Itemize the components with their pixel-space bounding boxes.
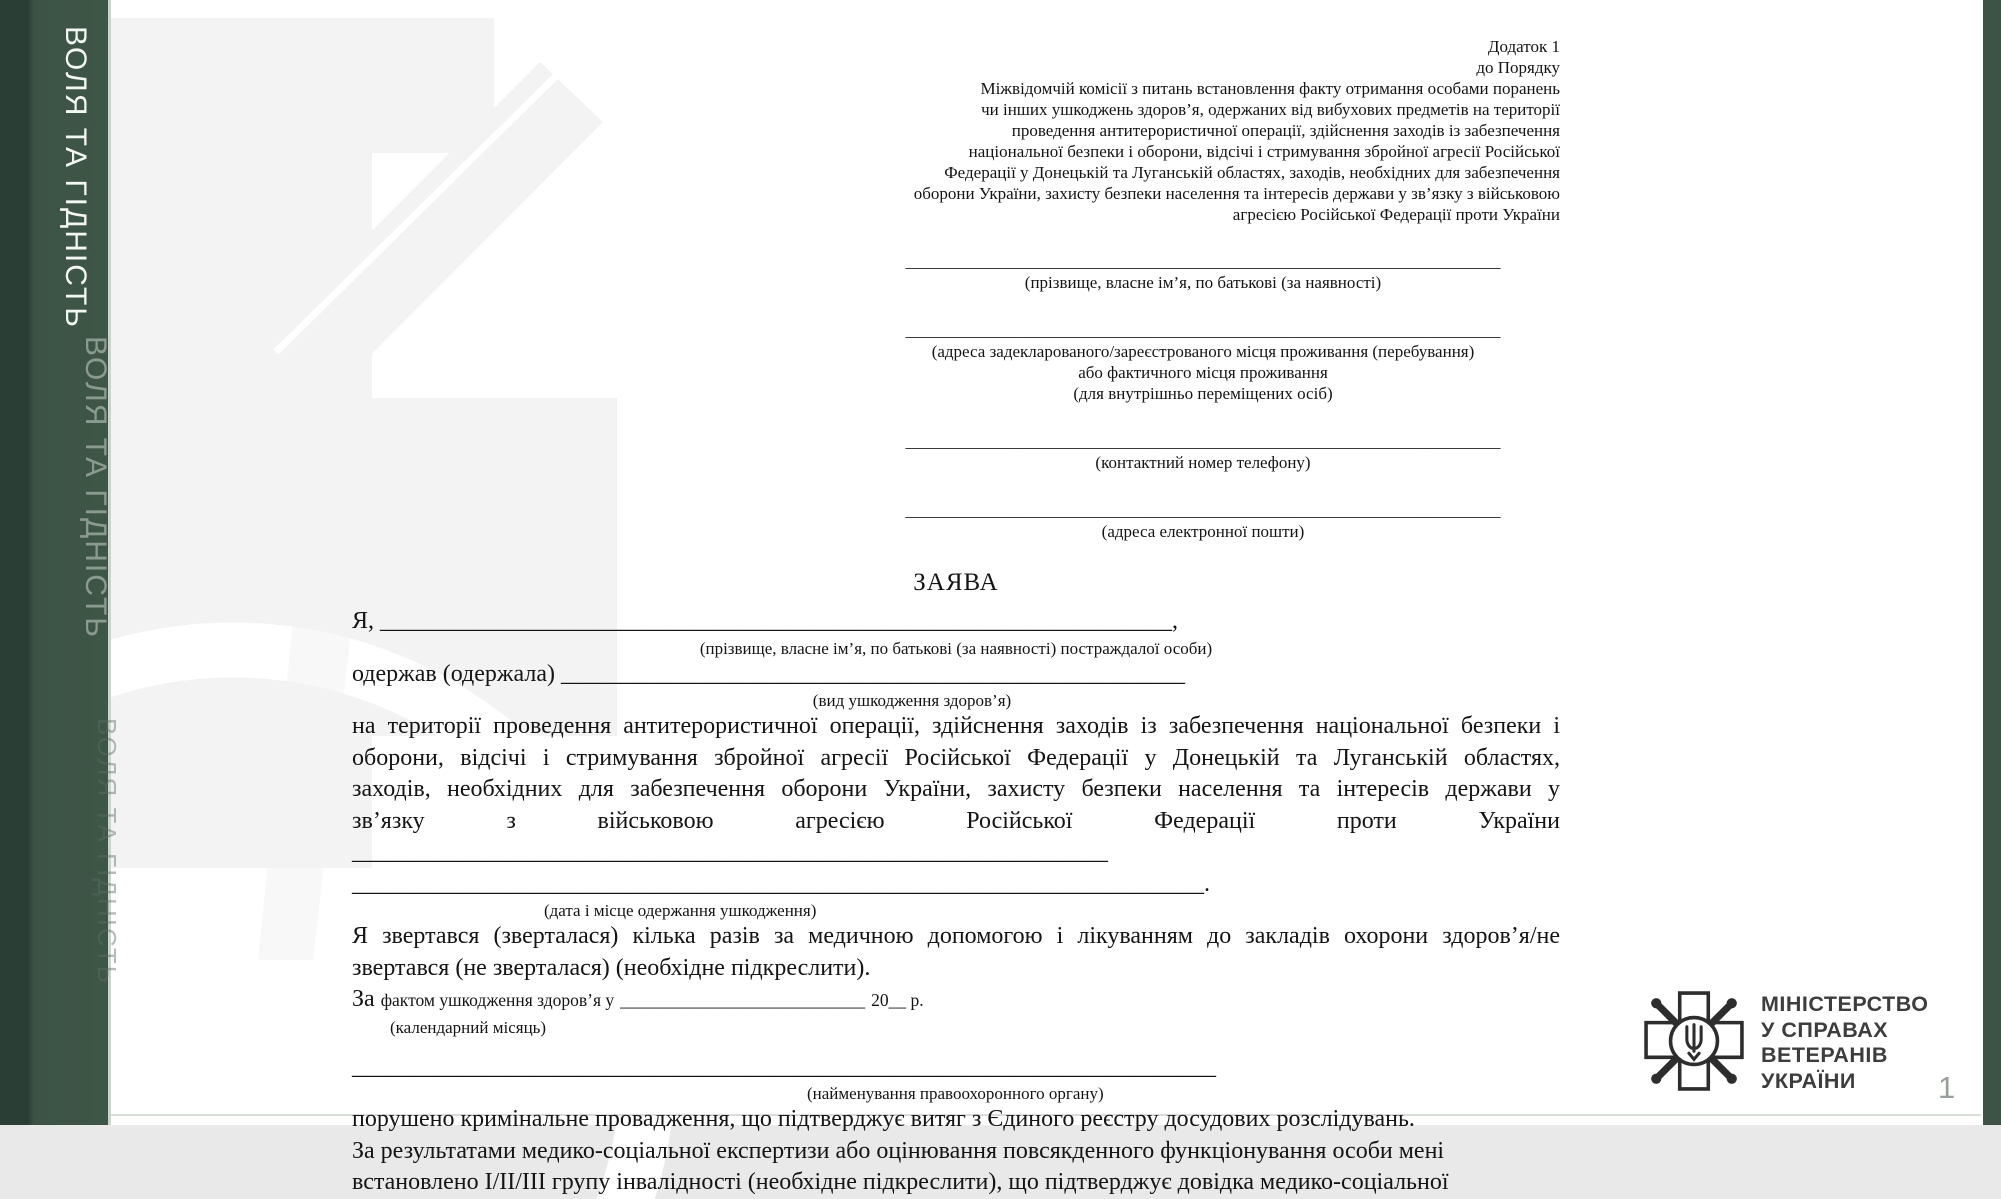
field-email [903,500,1503,542]
motto-text-3: ВОЛЯ ТА ГІДНІСТЬ [92,718,122,985]
msec-line-1: За результатами медико-соціальної експертизи або оцінювання повсякденного функціонування особи мені [352,1137,1445,1164]
msec-line-2: встановлено І/ІІ/ІІІ групу інвалідності (необхідне підкреслити), що підтверджує довідка медико-соціальної [352,1169,1449,1195]
document-title: ЗАЯВА [913,569,999,596]
full-name-caption: (прізвище, власне ім’я, по батькові (за наявності) [1024,273,1382,292]
received-blank: ____________________________________________________ [560,660,1185,687]
fact-line [352,984,1560,1017]
i-blank: __________________________________________________________________ [380,608,1173,634]
fact-blank: ____________________________ [620,990,866,1010]
annex-line: оборони України, захисту безпеки населення та інтересів держави у зв’язку з військовою [913,184,1560,203]
org-caption: (найменування правоохоронного органу) [807,1084,1104,1103]
full-name-blank-line: ______________________________________________________________________ [905,252,1501,271]
date-place-blank-2: _______________________________________________________________________. [352,870,1210,897]
fact-small: фактом ушкодження здоров’я у [380,990,615,1010]
fact-big: За [352,986,375,1012]
annex-line: Федерації у Донецькій та Луганській областях, заходів, необхідних для забезпечення [944,163,1560,182]
email-blank-line: ______________________________________________________________________ [905,501,1501,520]
phone-caption: (контактний номер телефону) [1095,453,1311,472]
address-caption: (для внутрішньо переміщених осіб) [1073,384,1333,403]
form-content [352,36,1560,1199]
date-place-caption: (дата і місце одержання ушкодження) [544,901,817,920]
annex-line: проведення антитерористичної операції, здійснення заходів із забезпечення [1011,121,1560,140]
annex-line: агресією Російської Федерації проти України [1232,205,1560,224]
treatment-line-2: звертався (не зверталася) (необхідне підкреслити). [352,954,871,981]
fact-year: 20__ р. [871,990,924,1010]
received-line [352,659,1560,691]
org-blank-line: ________________________________________________________________________ [352,1053,1216,1080]
territory-line: оборони, відсічі і стримування збройної агресії Російської Федерації у Донецькій та Луганській областях, [352,744,1560,771]
address-blank-line: ______________________________________________________________________ [905,321,1501,340]
received-label: одержав (одержала) [352,660,555,687]
email-caption: (адреса електронної пошти) [1101,522,1305,541]
phone-blank-line: ______________________________________________________________________ [905,432,1501,451]
ministry-name-line: У СПРАВАХ [1761,1017,1889,1042]
date-place-blank-1: _______________________________________________________________ [352,839,1108,865]
treatment-line-1: Я звертався (зверталася) кілька разів за медичною допомогою і лікуванням до закладів охорони здоров’я/не [352,923,1560,949]
annex-line: до Порядку [1476,58,1560,77]
annex-header [352,36,1560,225]
ministry-name-line: ВЕТЕРАНІВ [1761,1043,1888,1067]
ministry-name-line: МІНІСТЕРСТВО [1761,992,1929,1016]
i-suffix: , [1172,608,1179,634]
annex-line: національної безпеки і оборони, відсічі і стримування збройної агресії Російської [968,142,1560,161]
i-prefix: Я, [352,608,375,634]
field-full-name [903,251,1503,293]
annex-line: чи інших ушкоджень здоров’я, одержаних від вибухових предметів на території [981,100,1560,119]
motto-text-2: ВОЛЯ ТА ГІДНІСТЬ [79,336,112,639]
annex-line: Міжвідомчій комісії з питань встановлення факту отримання особами поранень [980,79,1560,98]
address-caption: (адреса задекларованого/зареєстрованого місця проживання (перебування) [931,342,1475,361]
annex-line: Додаток 1 [1487,37,1560,56]
territory-line: на території проведення антитерористичної операції, здійснення заходів із забезпечення національної безпеки і [352,713,1560,739]
ministry-logo [1643,990,1929,1094]
territory-line: зв’язку з військовою агресією Російської Федерації проти України [352,807,1560,834]
field-phone [903,431,1503,473]
right-accent-strip [1983,0,2001,1125]
address-caption: або фактичного місця проживання [1078,363,1328,382]
applicant-fields [903,251,1503,542]
intro-caption: (прізвище, власне ім’я, по батькові (за наявності) постраждалої особи) [699,638,1213,658]
page-number: 1 [1938,1070,1956,1105]
criminal-line: порушено кримінальне провадження, що підтверджує витяг з Єдиного реєстру досудових розслідувань. [352,1106,1415,1132]
statement-intro-line [352,606,1560,638]
territory-line: заходів, необхідних для забезпечення оборони України, захисту безпеки населення та інтересів держави у [352,776,1560,802]
field-address [903,320,1503,404]
statement-body [352,606,1560,1199]
received-caption: (вид ушкодження здоров’я) [812,691,1012,710]
ministry-emblem-icon [1643,990,1745,1092]
motto-text-1: ВОЛЯ ТА ГІДНІСТЬ [59,26,92,329]
ministry-name-line: УКРАЇНИ [1761,1068,1856,1093]
month-caption: (календарний місяць) [390,1017,547,1037]
ministry-name [1761,992,1929,1094]
